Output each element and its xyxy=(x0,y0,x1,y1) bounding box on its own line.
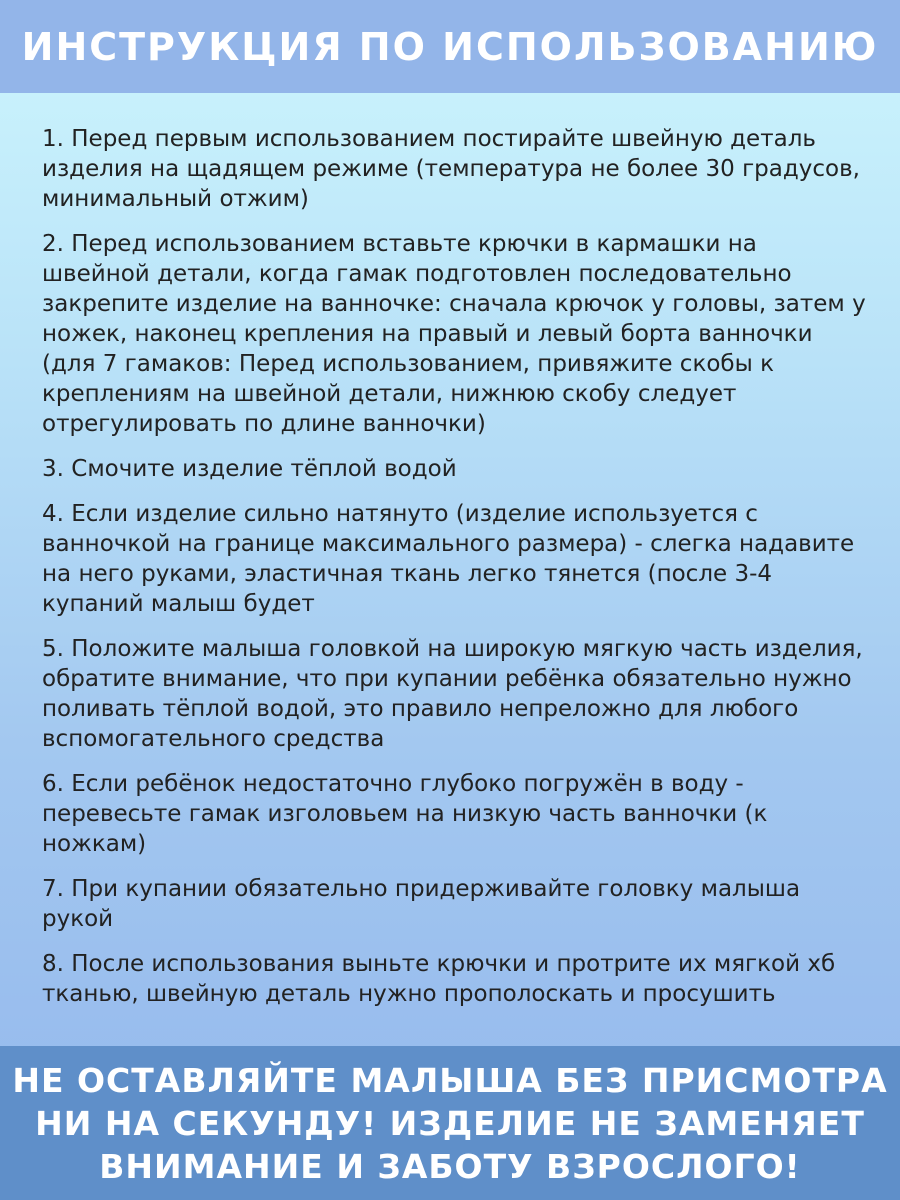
page-title: ИНСТРУКЦИЯ ПО ИСПОЛЬЗОВАНИЮ xyxy=(21,24,879,69)
instruction-step-7: 7. При купании обязательно придерживайте головку малыша рукой xyxy=(42,876,801,932)
instruction-step-8: 8. После использования выньте крючки и протрите их мягкой хб тканью, швейную деталь нужно прополоскать и просушить xyxy=(42,951,836,1007)
instruction-step-6: 6. Если ребёнок недостаточно глубоко погружён в воду - перевесьте гамак изголовьем на низкую часть ванночки (к ножкам) xyxy=(42,771,768,857)
instructions-list xyxy=(42,124,867,1024)
instruction-step-1: 1. Перед первым использованием постирайте швейную деталь изделия на щадящем режиме (температура не более 30 градусов, минимальный отжим) xyxy=(42,126,860,212)
instruction-step-4: 4. Если изделие сильно натянуто (изделие используется с ванночкой на границе максимального размера) - слегка надавите на него руками, эластичная ткань легко тянется (после 3-4 купаний малыш будет xyxy=(42,501,855,617)
warning-line-1: НЕ ОСТАВЛЯЙТЕ МАЛЫША БЕЗ ПРИСМОТРА xyxy=(12,1060,888,1100)
warning-line-2: НИ НА СЕКУНДУ! ИЗДЕЛИЕ НЕ ЗАМЕНЯЕТ xyxy=(35,1103,865,1143)
header-banner xyxy=(0,0,900,93)
instruction-step-3: 3. Смочите изделие тёплой водой xyxy=(42,456,457,482)
warning-banner xyxy=(0,1046,900,1200)
warning-text xyxy=(12,1059,887,1188)
warning-line-3: ВНИМАНИЕ И ЗАБОТУ ВЗРОСЛОГО! xyxy=(99,1146,801,1186)
instruction-step-2: 2. Перед использованием вставьте крючки в кармашки на швейной детали, когда гамак подготовлен последовательно закрепите изделие на ванночке: сначала крючок у головы, затем у ножек, наконец крепления на правый и левый борта ванночки (для 7 гамаков: Перед использованием, привяжите скобы к креплениям на швейной детали, нижнюю скобу следует отрегулировать по длине ванночки) xyxy=(42,231,866,437)
instruction-step-5: 5. Положите малыша головкой на широкую мягкую часть изделия, обратите внимание, что при купании ребёнка обязательно нужно поливать тёплой водой, это правило непреложно для любого вспомогательного средства xyxy=(42,636,863,752)
